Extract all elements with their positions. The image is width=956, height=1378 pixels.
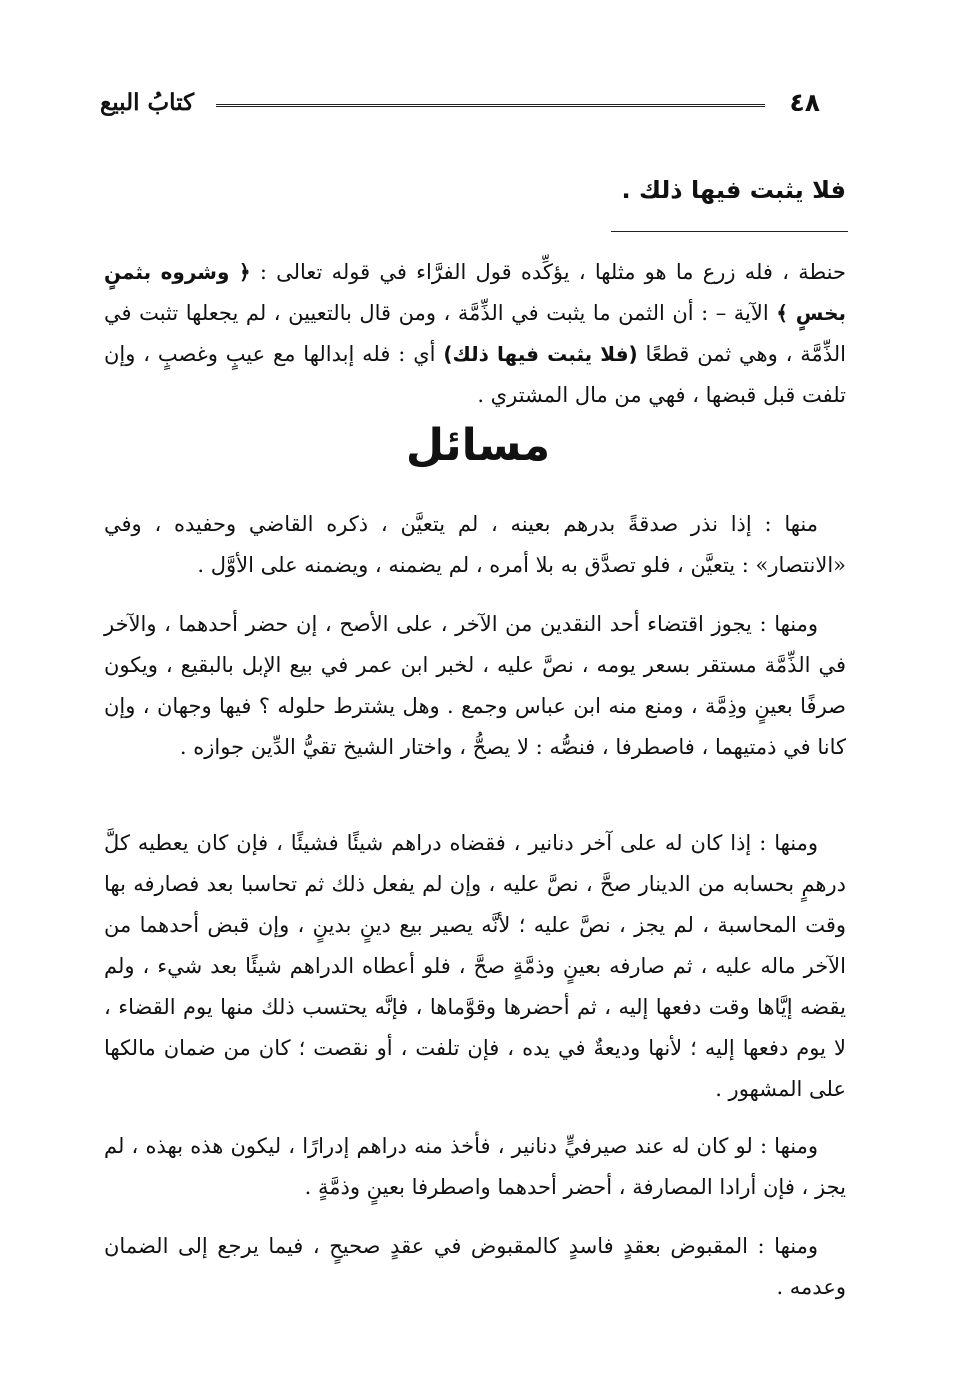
commentary-text-2: الآية – : أن الثمن ما يثبت في الذِّمَّة ، ومن قال بالتعيين ، لم يجعلها تثبت في الذِّمَّة ، وهي ثمن قطعًا [104, 301, 846, 366]
commentary-paragraph [104, 252, 846, 416]
commentary-text-1: حنطة ، فله زرع ما هو مثلها ، يؤكِّده قول الفرَّاء في قوله تعالى : [250, 260, 846, 284]
matn-text: فلا يثبت فيها ذلك . [621, 176, 846, 204]
mas-ala-paragraph [104, 1126, 846, 1208]
mas-ala-text: ومنها : المقبوض بعقدٍ فاسدٍ كالمقبوض في عقدٍ صحيحٍ ، فيما يرجع إلى الضمان وعدمه . [104, 1234, 846, 1299]
mas-ala-paragraph [104, 823, 846, 1110]
header-rule [216, 104, 765, 107]
mas-ala-text: ومنها : لو كان له عند صيرفيٍّ دنانير ، فأخذ منه دراهم إدرارًا ، ليكون هذه بهذه ، لم يجز ، فإن أرادا المصارفة ، أحضر أحدهما واصطرفا بعينٍ وذمَّةٍ . [104, 1134, 846, 1199]
mas-ala-text: ومنها : إذا كان له على آخر دنانير ، فقضاه دراهم شيئًا فشيئًا ، فإن كان يعطيه كلَّ درهمٍ بحسابه من الدينار صحَّ ، نصَّ عليه ، وإن لم يفعل ذلك ثم تحاسبا بعد فصارفه بها وقت المحاسبة ، لم يجز ، نصَّ عليه ؛ لأنَّه يصير بيع دينٍ بدينٍ ، وإن قبض أحدهما من الآخر ماله عليه ، ثم صارفه بعينٍ وذمَّةٍ صحَّ ، فلو أعطاه الدراهم شيئًا بعد شيء ، ولم يقضه إيَّاها وقت دفعها إليه ، ثم أحضرها وقوَّماها ، فإنَّه يحتسب ذلك منها يوم القضاء ، لا يوم دفعها إليه ؛ لأنها وديعةٌ في يده ، فإن تلفت ، أو نقصت ؛ كان من ضمان مالكها على المشهور . [104, 831, 846, 1101]
mas-ala-paragraph [104, 1226, 846, 1308]
mas-ala-text: ومنها : يجوز اقتضاء أحد النقدين من الآخر ، على الأصح ، إن حضر أحدهما ، والآخر في الذِّمَّة مستقر بسعر يومه ، نصَّ عليه ، لخبر ابن عمر في بيع الإبل بالبقيع ، ويكون صرفًا بعينٍ وذِمَّة ، ومنع منه ابن عباس وجمع . وهل يشترط حلوله ؟ فيها وجهان ، وإن كانا في ذمتيهما ، فاصطرفا ، فنصُّه : لا يصحُّ ، واختار الشيخ تقيُّ الدِّين جوازه . [104, 612, 846, 759]
mas-ala-paragraph [104, 604, 846, 768]
section-heading: مسائل [405, 420, 551, 471]
mas-ala-paragraph [104, 504, 846, 586]
running-header [100, 82, 820, 122]
matn-quote: (فلا يثبت فيها ذلك) [443, 342, 638, 366]
mas-ala-text: منها : إذا نذر صدقةً بدرهم بعينه ، لم يتعيَّن ، ذكره القاضي وحفيده ، وفي «الانتصار» : يتعيَّن ، فلو تصدَّق به بلا أمره ، لم يضمنه ، ويضمنه على الأوَّل . [104, 512, 846, 577]
quran-quote: ﴿ وشروه بثمنٍ بخسٍ ﴾ [104, 260, 846, 325]
matn-separator-rule [611, 231, 848, 232]
page-number: ٤٨ [789, 87, 820, 117]
book-title: كتابُ البيع [100, 88, 195, 116]
commentary-text-3: أي : فله إبدالها مع عيبٍ وغصبٍ ، وإن تلفت قبل قبضها ، فهي من مال المشتري . [104, 342, 846, 407]
